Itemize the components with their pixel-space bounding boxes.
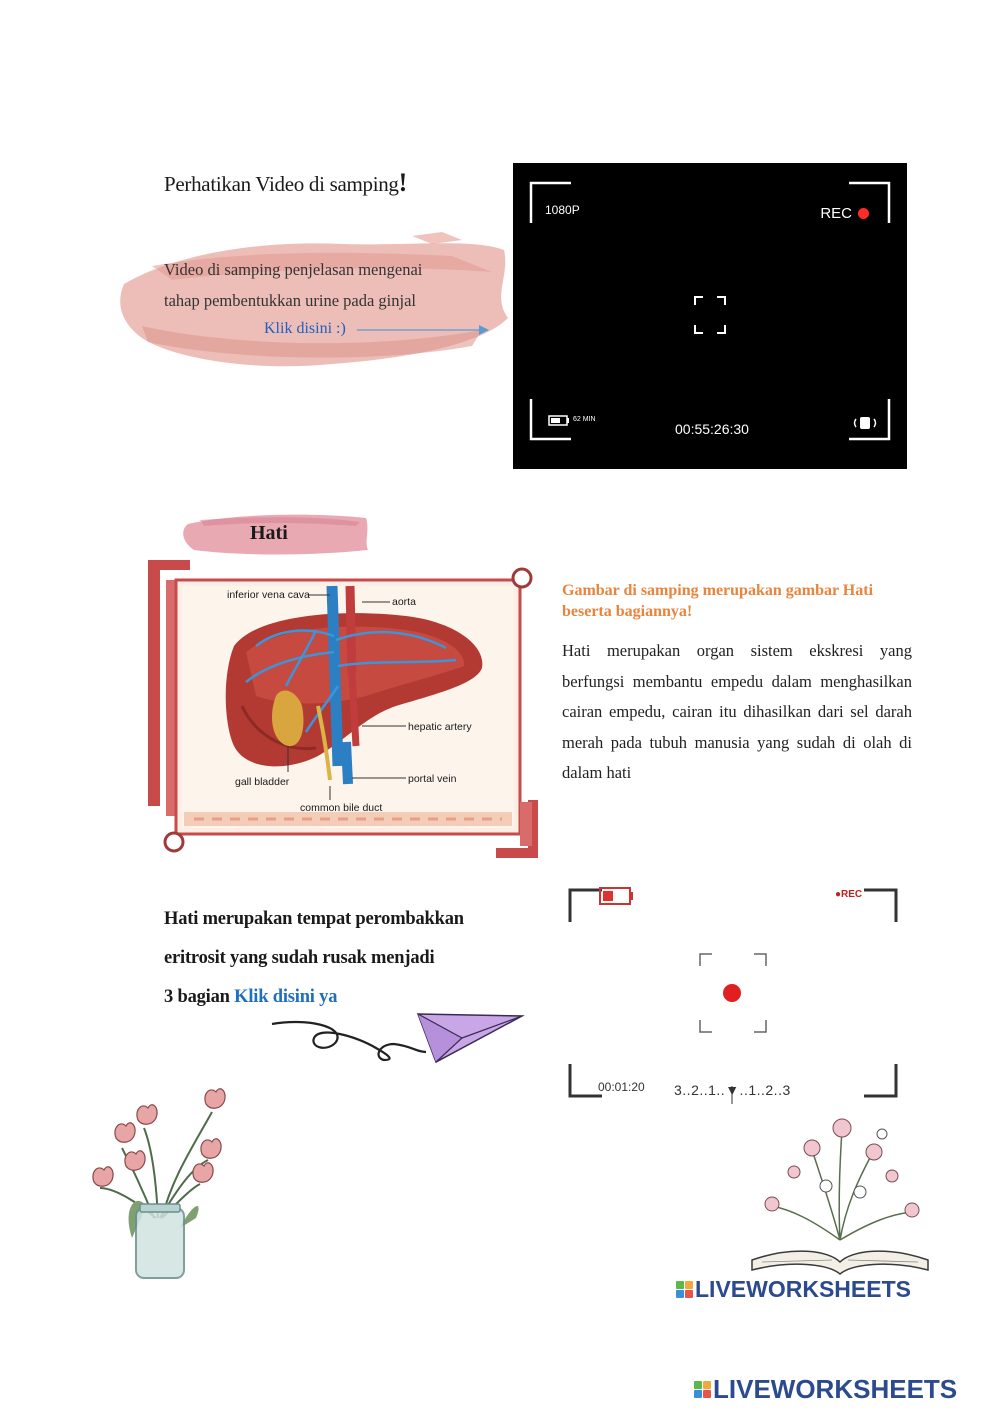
exposure-scale: 3..2..1..▼..1..2..3 — [674, 1082, 791, 1098]
eritrosit-text — [164, 900, 524, 1017]
logo-badge-icon — [694, 1381, 711, 1398]
eritrosit-line: eritrosit yang sudah rusak menjadi — [164, 948, 435, 968]
tulip-vase-illustration — [82, 1088, 242, 1284]
intro-heading-text: Perhatikan Video di samping — [164, 172, 399, 196]
eritrosit-line: Hati merupakan tempat perombakkan — [164, 909, 464, 929]
diagram-label: hepatic artery — [408, 721, 472, 733]
viewfinder-frame-icon — [556, 878, 910, 1108]
battery-label: 62 MIN — [573, 416, 596, 423]
intro-heading-bang: ! — [398, 168, 407, 197]
intro-text-line: Video di samping penjelasan mengenai — [164, 260, 423, 279]
arrow-right-icon — [355, 323, 495, 337]
book-flowers-illustration — [742, 1110, 938, 1282]
camera-frame[interactable] — [556, 878, 910, 1108]
diagram-label: aorta — [392, 596, 416, 608]
rec-indicator — [820, 205, 869, 222]
liveworksheets-logo[interactable] — [676, 1276, 911, 1303]
rec-indicator: ●REC — [835, 889, 863, 900]
diagram-label: common bile duct — [300, 802, 383, 814]
section-title: Hati — [250, 522, 288, 544]
diagram-label: portal vein — [408, 773, 457, 785]
diagram-label: gall bladder — [235, 776, 290, 788]
record-dot-icon — [858, 208, 869, 219]
eritrosit-link[interactable]: Klik disini ya — [234, 987, 338, 1007]
video-link[interactable]: Klik disini :) — [264, 320, 346, 337]
video-timecode: 00:55:26:30 — [675, 421, 749, 437]
resolution-label: 1080P — [545, 203, 580, 217]
liveworksheets-logo[interactable] — [694, 1374, 957, 1405]
logo-text: LIVEWORKSHEETS — [695, 1276, 911, 1302]
liver-diagram — [146, 556, 544, 862]
logo-text: LIVEWORKSHEETS — [713, 1374, 958, 1404]
rec-label: REC — [820, 205, 852, 222]
liver-heading: Gambar di samping merupakan gambar Hati beserta bagiannya! — [562, 582, 874, 620]
liver-description: Hati merupakan organ sistem ekskresi yang berfungsi membantu empedu dalam menghasilkan cairan empedu, cairan itu dihasilkan dari sel darah merah pada tubuh manusia yang sudah di olah di dalam hati — [562, 641, 912, 782]
diagram-label: inferior vena cava — [227, 589, 310, 601]
video-player[interactable] — [513, 163, 907, 469]
logo-badge-icon — [676, 1281, 693, 1298]
intro-text-line: tahap pembentukkan urine pada ginjal — [164, 291, 416, 310]
video-timecode: 00:01:20 — [598, 1080, 645, 1094]
intro-heading — [164, 168, 407, 198]
eritrosit-line-text: 3 bagian — [164, 987, 235, 1007]
paper-plane-icon — [266, 1008, 526, 1080]
